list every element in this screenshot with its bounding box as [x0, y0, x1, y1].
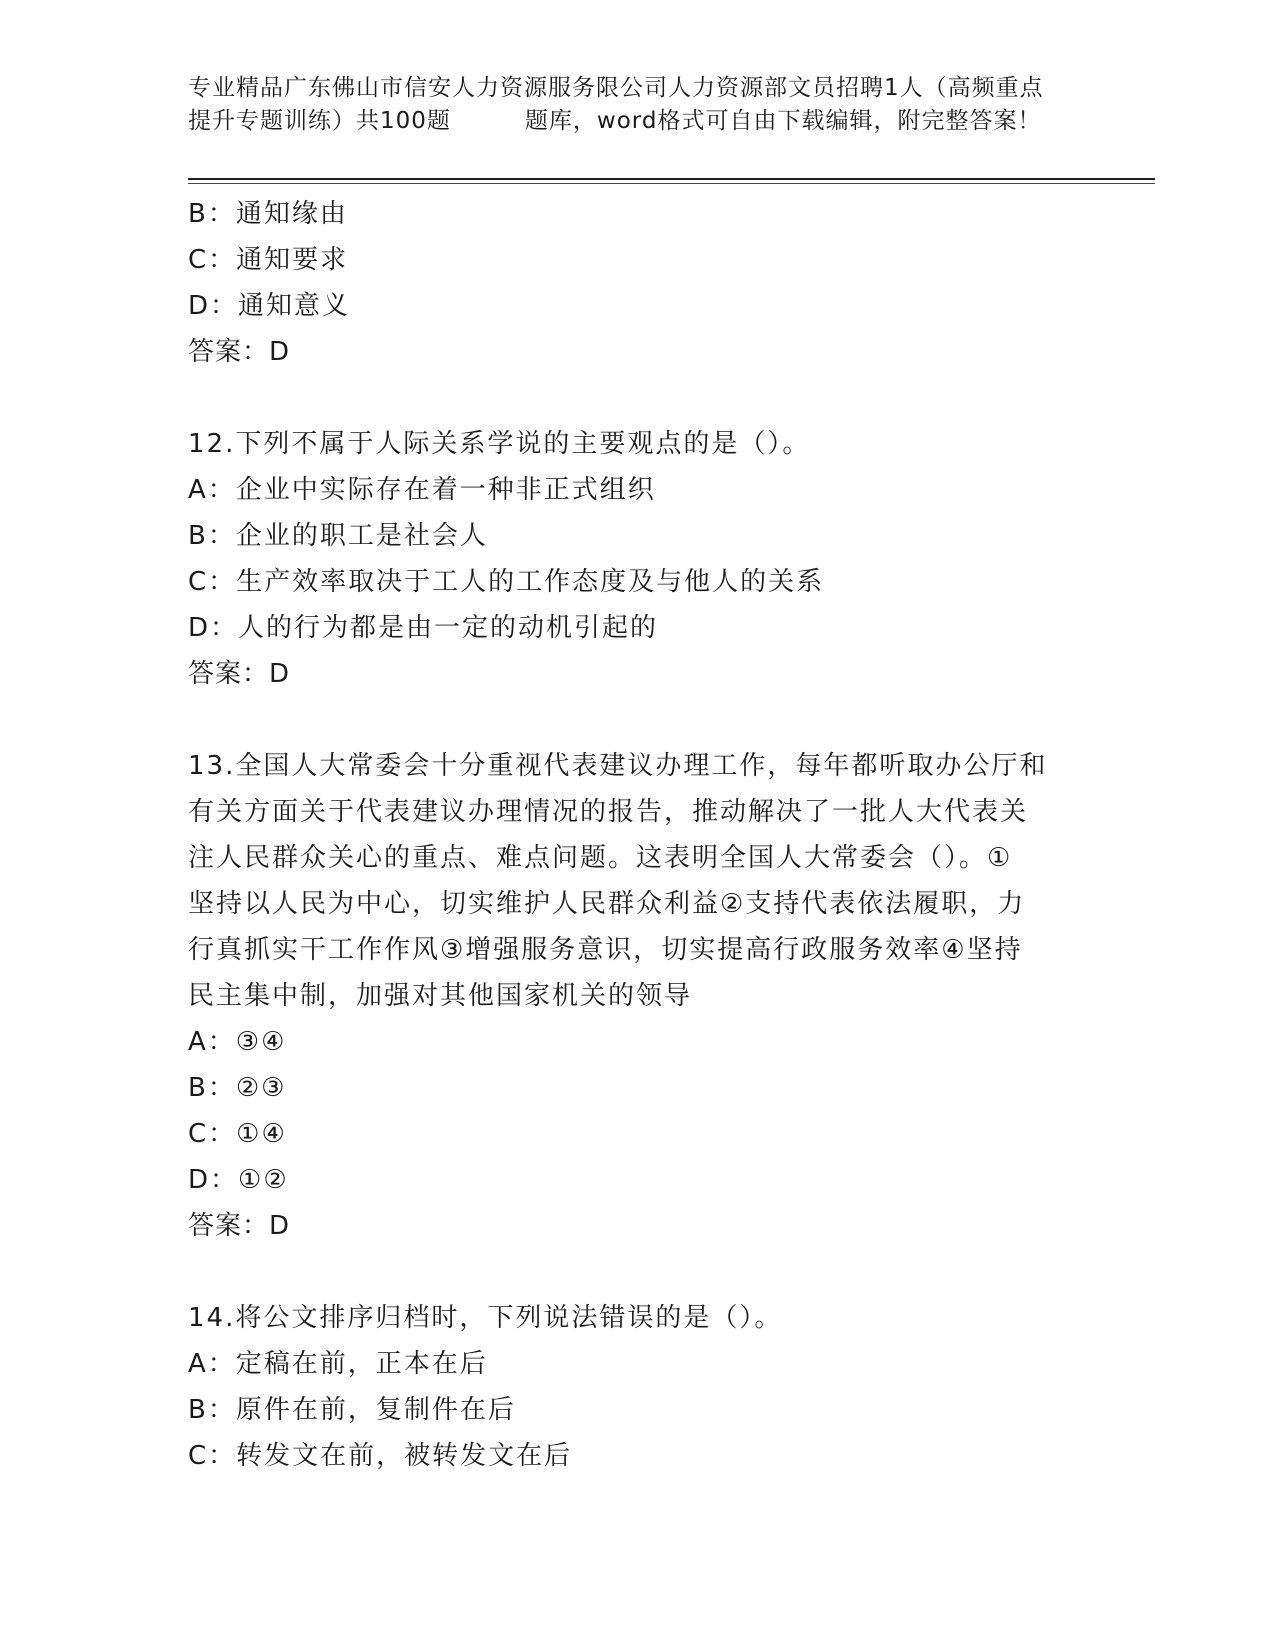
- option-label: A：: [188, 1027, 236, 1057]
- answer-line: 答案：D: [188, 1211, 291, 1241]
- question-stem-line: 行真抓实干工作作风③增强服务意识，切实提高行政服务效率④坚持: [188, 935, 1023, 965]
- option-label: C：: [188, 245, 237, 275]
- question-11-tail: [188, 191, 1088, 375]
- option-label: C：: [188, 1119, 237, 1149]
- option-label: A：: [188, 475, 236, 505]
- option-row: [188, 1111, 1088, 1157]
- option-row: [188, 1387, 1088, 1433]
- option-row: [188, 191, 1088, 237]
- option-row: [188, 467, 1088, 513]
- question-stem: 14.将公文排序归档时，下列说法错误的是（）。: [188, 1303, 783, 1333]
- option-label: D：: [188, 1165, 239, 1195]
- question-stem: 12.下列不属于人际关系学说的主要观点的是（）。: [188, 429, 811, 459]
- option-text: 通知要求: [236, 245, 349, 275]
- option-row: [188, 283, 1088, 329]
- header-line-2-part-b: 题库，word格式可自由下载编辑，附完整答案！: [524, 108, 1042, 134]
- option-text: 企业的职工是社会人: [235, 521, 488, 551]
- option-row: [188, 605, 1088, 651]
- option-text: 生产效率取决于工人的工作态度及与他人的关系: [236, 567, 825, 597]
- question-list: [188, 191, 1088, 1479]
- option-row: [188, 237, 1088, 283]
- option-text: 通知缘由: [235, 199, 348, 229]
- option-text: 人的行为都是由一定的动机引起的: [238, 613, 659, 643]
- option-text: 转发文在前，被转发文在后: [236, 1441, 573, 1471]
- header-divider-thick: [188, 178, 1155, 180]
- option-row: [188, 513, 1088, 559]
- option-text: 原件在前，复制件在后: [235, 1395, 516, 1425]
- answer-line: 答案：D: [188, 337, 291, 367]
- option-row: [188, 1019, 1088, 1065]
- option-row: [188, 1341, 1088, 1387]
- header-line-2-part-a: 提升专题训练）共100题: [188, 108, 451, 134]
- option-text: ①④: [236, 1119, 287, 1149]
- option-label: B：: [188, 1395, 236, 1425]
- question-stem-line: 13.全国人大常委会十分重视代表建议办理工作，每年都听取办公厅和: [188, 751, 1048, 781]
- question-stem-line: 坚持以人民为中心，切实维护人民群众利益②支持代表依法履职，力: [188, 889, 1026, 919]
- option-text: 企业中实际存在着一种非正式组织: [235, 475, 656, 505]
- option-text: 通知意义: [238, 291, 351, 321]
- answer-line: 答案：D: [188, 659, 291, 689]
- option-text: ②③: [235, 1073, 287, 1103]
- option-row: [188, 1065, 1088, 1111]
- option-label: B：: [188, 521, 236, 551]
- option-label: C：: [188, 567, 237, 597]
- question-14: [188, 1295, 1088, 1479]
- option-label: B：: [188, 1073, 236, 1103]
- header-line-2: [188, 105, 1108, 138]
- question-stem-line: 有关方面关于代表建议办理情况的报告，推动解决了一批人大代表关: [188, 797, 1029, 827]
- header-divider-thin: [188, 183, 1155, 184]
- question-stem-line: 注人民群众关心的重点、难点问题。这表明全国人大常委会（）。①: [188, 843, 1013, 873]
- option-text: 定稿在前，正本在后: [235, 1349, 488, 1379]
- option-text: ①②: [238, 1165, 289, 1195]
- page-header: [188, 72, 1108, 138]
- option-label: C：: [188, 1441, 237, 1471]
- option-row: [188, 1433, 1088, 1479]
- option-label: B：: [188, 199, 236, 229]
- option-row: [188, 1157, 1088, 1203]
- option-label: A：: [188, 1349, 236, 1379]
- option-label: D：: [188, 613, 239, 643]
- question-13: [188, 743, 1088, 1249]
- header-line-1: 专业精品广东佛山市信安人力资源服务限公司人力资源部文员招聘1人（高频重点: [188, 75, 1044, 101]
- option-text: ③④: [235, 1027, 287, 1057]
- question-stem-line: 民主集中制，加强对其他国家机关的领导: [188, 981, 693, 1011]
- question-12: [188, 421, 1088, 697]
- option-row: [188, 559, 1088, 605]
- option-label: D：: [188, 291, 239, 321]
